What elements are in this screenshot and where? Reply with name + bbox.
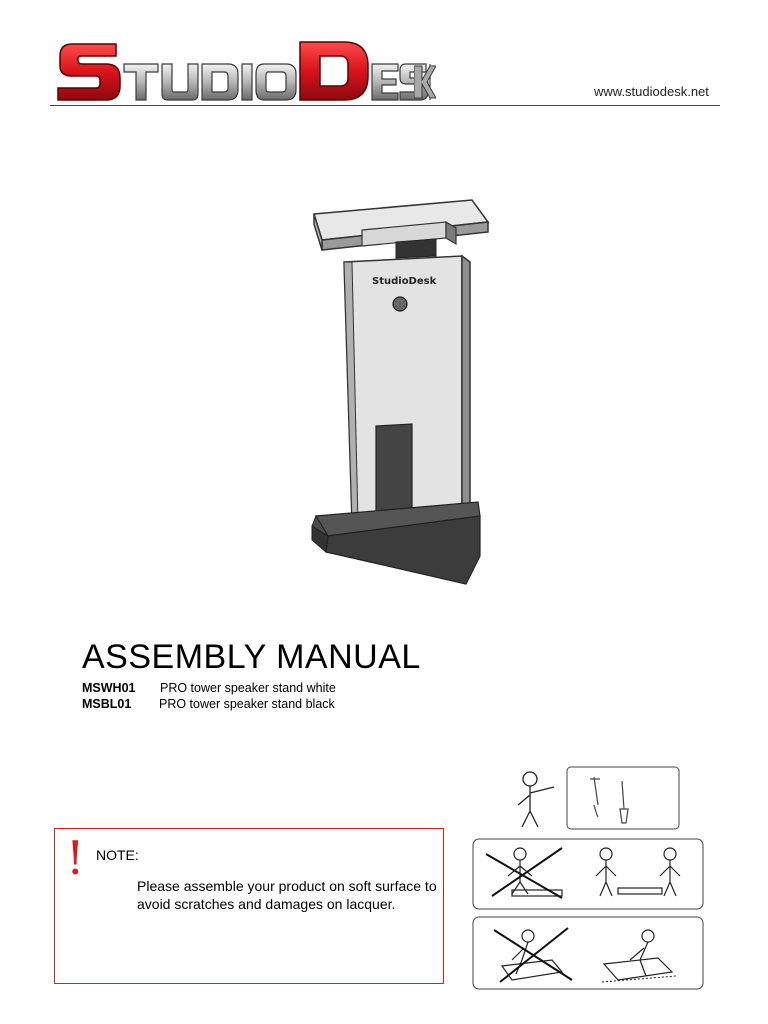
model-row — [82, 697, 335, 711]
header-divider — [50, 105, 720, 106]
warning-exclamation-icon: ! — [66, 831, 85, 885]
logo-letter-k — [414, 60, 436, 102]
stand-brand-label: StudioDesk — [372, 276, 437, 287]
model-code: MSBL01 — [82, 697, 132, 711]
model-code: MSWH01 — [82, 681, 136, 695]
soft-surface-guide-illustration — [472, 916, 704, 990]
tools-guide-illustration — [502, 765, 682, 833]
note-box — [54, 828, 444, 984]
studiodesk-logo — [54, 38, 434, 104]
note-text: Please assemble your product on soft surface to avoid scratches and damages on lacquer. — [137, 878, 437, 912]
model-row — [82, 681, 336, 695]
website-url[interactable]: www.studiodesk.net — [594, 84, 709, 99]
model-description: PRO tower speaker stand black — [159, 697, 335, 711]
note-label: NOTE: — [96, 847, 139, 863]
surface-guide-illustration — [472, 838, 704, 910]
document-title: ASSEMBLY MANUAL — [82, 638, 421, 676]
speaker-stand-illustration — [296, 192, 496, 592]
model-description: PRO tower speaker stand white — [160, 681, 336, 695]
